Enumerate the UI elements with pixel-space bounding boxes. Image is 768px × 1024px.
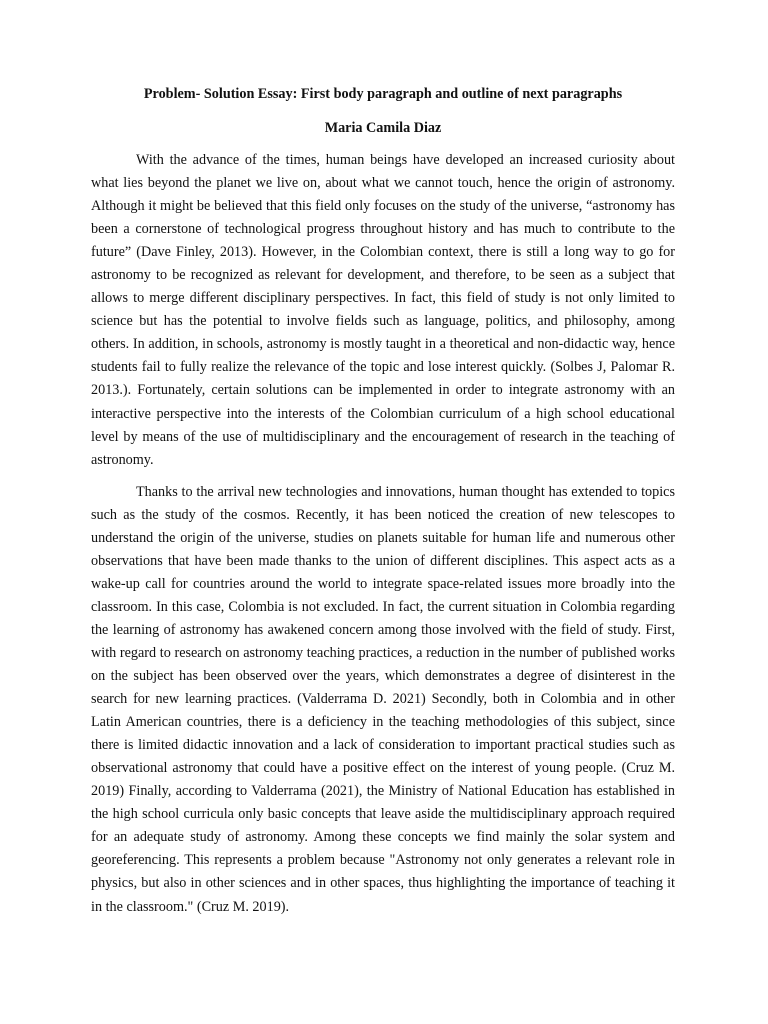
- document-title: Problem- Solution Essay: First body paragraph and outline of next paragraphs: [143, 86, 623, 102]
- document-page: [91, 84, 675, 919]
- author-name: Maria Camila Diaz: [324, 120, 442, 136]
- body-paragraph-2: Thanks to the arrival new technologies and innovations, human thought has extended to topics such as the study of the cosmos. Recently, it has been noticed the creation of new telescopes to understand the origin of the universe, studies on planets suitable for human life and numerous other observations that have been made thanks to the union of different disciplines. This aspect acts as a wake-up call for countries around the world to integrate space-related issues more broadly into the classroom. In this case, Colombia is not excluded. In fact, the current situation in Colombia regarding the learning of astronomy has awakened concern among those involved with the field of study. First, with regard to research on astronomy teaching practices, a reduction in the number of published works on the subject has been observed over the years, which demonstrates a degree of disinterest in the search for new learning practices. (Valderrama D. 2021) Secondly, both in Colombia and in other Latin American countries, there is a deficiency in the teaching methodologies of this subject, since there is limited didactic innovation and a lack of consideration to important practical studies such as observational astronomy that could have a positive effect on the interest of young people. (Cruz M. 2019) Finally, according to Valderrama (2021), the Ministry of National Education has established in the high school curricula only basic concepts that leave aside the multidisciplinary approach required for an adequate study of astronomy. Among these concepts we find mainly the solar system and georeferencing. This represents a problem because "Astronomy not only generates a relevant role in physics, but also in other sciences and in other spaces, thus highlighting the importance of teaching it in the classroom." (Cruz M. 2019).: [91, 483, 675, 915]
- body-paragraph-1: With the advance of the times, human beings have developed an increased curiosity about what lies beyond the planet we live on, about what we cannot touch, hence the origin of astronomy. Although it might be believed that this field only focuses on the study of the universe, “astronomy has been a cornerstone of technological progress throughout history and has much to contribute to the future” (Dave Finley, 2013). However, in the Colombian context, there is still a long way to go for astronomy to be recognized as relevant for development, and therefore, to be seen as a subject that allows to merge different disciplinary perspectives. In fact, this field of study is not only limited to science but has the potential to involve fields such as language, politics, and philosophy, among others. In addition, in schools, astronomy is mostly taught in a theoretical and non-didactic way, hence students fail to fully realize the relevance of the topic and lose interest quickly. (Solbes J, Palomar R. 2013.). Fortunately, certain solutions can be implemented in order to integrate astronomy with an interactive perspective into the interests of the Colombian curriculum of a high school educational level by means of the use of multidisciplinary and the encouragement of research in the teaching of astronomy.: [91, 152, 675, 468]
